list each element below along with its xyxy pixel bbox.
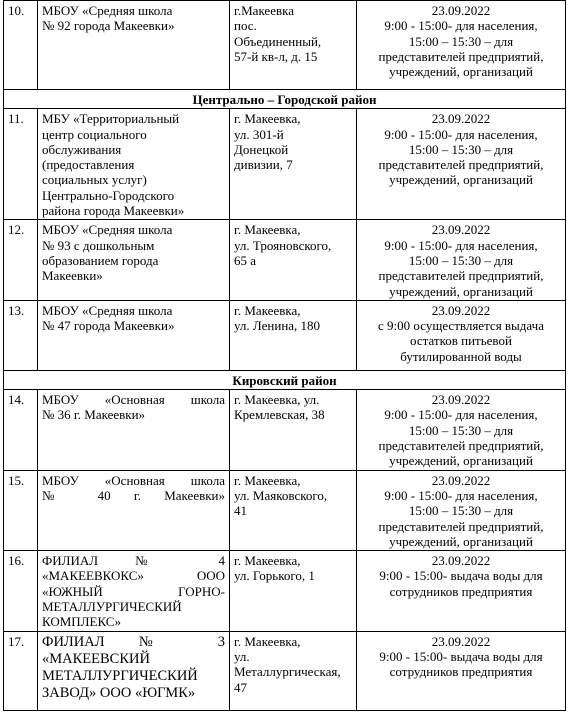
organization-cell — [38, 470, 230, 550]
organization-name-line: МЕТАЛЛУРГИЧЕСКИЙ — [42, 599, 182, 615]
schedule-line: с 9:00 осуществляется выдача — [378, 318, 544, 334]
address-cell — [230, 470, 357, 550]
organization-name-line: образованием города — [42, 252, 159, 268]
schedule-line: остатков питьевой — [410, 333, 512, 349]
row-number: 16. — [4, 551, 38, 631]
address-line: 41 — [234, 503, 247, 519]
organization-name-line: обслуживания — [42, 141, 122, 157]
schedule-line: 23.09.2022 — [431, 111, 491, 127]
schedule-cell — [357, 109, 566, 220]
address-cell — [230, 631, 357, 710]
organization-name-line: МБОУ «Основная школа — [42, 392, 225, 408]
address-cell — [230, 1, 357, 90]
organization-name-line: центр социального — [42, 126, 147, 142]
schedule-line: учреждений, организаций — [389, 64, 533, 80]
address-line: пос. — [234, 18, 257, 34]
schedule-line: 23.09.2022 — [431, 392, 491, 408]
schedule-line: 23.09.2022 — [431, 302, 491, 318]
schedule-line: 15:00 – 15:30 – для — [408, 422, 514, 438]
section-header-row — [4, 370, 566, 389]
row-number: 12. — [4, 220, 38, 300]
organization-cell — [38, 1, 230, 90]
organization-name-line: МЕТАЛЛУРГИЧЕСКИЙ — [42, 667, 198, 684]
schedule-cell — [357, 631, 566, 710]
address-line: ул. Трояновского, — [234, 237, 332, 253]
schedule-line: 9:00 - 15:00- для населения, — [384, 237, 538, 253]
address-line: ул. Горького, 1 — [234, 568, 315, 584]
organization-cell — [38, 631, 230, 710]
schedule-line: учреждений, организаций — [389, 453, 533, 469]
row-number: 11. — [4, 109, 38, 220]
address-line: Кремлевская, 38 — [234, 407, 325, 423]
distribution-points-table — [3, 0, 566, 711]
schedule-line: учреждений, организаций — [389, 533, 533, 549]
organization-name-line: МБОУ «Средняя школа — [42, 302, 173, 318]
organization-name-line: КОМПЛЕКС» — [42, 614, 121, 630]
schedule-cell — [357, 551, 566, 631]
schedule-line: 15:00 – 15:30 – для — [408, 33, 514, 49]
address-line: г. Макеевка, — [234, 553, 301, 569]
address-line: ул. 301-й — [234, 126, 284, 142]
address-line: дивизии, 7 — [234, 157, 293, 173]
address-cell — [230, 551, 357, 631]
address-line: Донецкой — [234, 141, 289, 157]
address-line: г. Макеевка, — [234, 111, 301, 127]
address-line: г.Макеевка — [234, 3, 295, 18]
schedule-line: 9:00 - 15:00- для населения, — [384, 407, 538, 423]
row-number: 13. — [4, 300, 38, 370]
address-line: Металлургическая, — [234, 664, 341, 680]
address-line: г. Макеевка, — [234, 302, 301, 318]
organization-name-line: МБОУ «Средняя школа — [42, 222, 173, 238]
schedule-line: сотрудников предприятия — [389, 583, 533, 599]
address-cell — [230, 390, 357, 470]
table-row — [4, 551, 566, 631]
address-line: г. Макеевка, — [234, 472, 301, 488]
row-number: 14. — [4, 390, 38, 470]
organization-name-line: «МАКЕЕВКОКС» ООО — [42, 568, 225, 584]
organization-name-line: № 47 города Макеевки» — [42, 318, 175, 334]
schedule-line: учреждений, организаций — [389, 283, 533, 299]
organization-name-line: Макеевки» — [42, 268, 103, 284]
address-line: 47 — [234, 679, 247, 695]
schedule-line: 15:00 – 15:30 – для — [408, 252, 514, 268]
organization-cell — [38, 551, 230, 631]
schedule-line: 15:00 – 15:30 – для — [408, 503, 514, 519]
schedule-cell — [357, 1, 566, 90]
schedule-line: 9:00 - 15:00- для населения, — [384, 126, 538, 142]
table-row — [4, 631, 566, 710]
address-line: г. Макеевка, — [234, 633, 301, 649]
address-cell — [230, 220, 357, 300]
schedule-line: представителей предприятий, — [378, 438, 544, 454]
organization-name-line: № 40 г. Макеевки» — [42, 487, 225, 503]
organization-name-line: МБОУ «Основная школа — [42, 472, 225, 488]
schedule-line: представителей предприятий, — [378, 48, 544, 64]
address-line: ул. — [234, 648, 250, 664]
address-cell — [230, 109, 357, 220]
schedule-line: 23.09.2022 — [431, 633, 491, 649]
schedule-line: учреждений, организаций — [389, 172, 533, 188]
organization-name-line: МБОУ «Средняя школа — [42, 3, 173, 18]
row-number: 10. — [4, 1, 38, 90]
organization-cell — [38, 220, 230, 300]
organization-name-line: (предоставления — [42, 157, 135, 173]
address-line: ул. Маяковского, — [234, 487, 328, 503]
organization-name-line: Центрально-Городского — [42, 187, 175, 203]
address-line: г. Макеевка, ул. — [234, 392, 320, 408]
schedule-line: 15:00 – 15:30 – для — [408, 141, 514, 157]
row-number: 17. — [4, 631, 38, 710]
schedule-line: 23.09.2022 — [431, 472, 491, 488]
address-cell — [230, 300, 357, 370]
organization-name-line: «МАКЕЕВСКИЙ — [42, 650, 150, 667]
schedule-line: представителей предприятий, — [378, 518, 544, 534]
organization-cell — [38, 109, 230, 220]
table-row — [4, 220, 566, 300]
address-line: 57-й кв-л, д. 15 — [234, 48, 318, 64]
schedule-line: 23.09.2022 — [431, 3, 491, 18]
organization-name-line: ФИЛИАЛ № 3 — [42, 633, 225, 650]
section-title: Центрально – Городской район — [4, 90, 566, 109]
address-line: ул. Ленина, 180 — [234, 318, 321, 334]
organization-name-line: № 36 г. Макеевки» — [42, 407, 146, 423]
organization-cell — [38, 390, 230, 470]
organization-name-line: «ЮЖНЫЙ ГОРНО- — [42, 583, 225, 599]
address-line: Объединенный, — [234, 33, 322, 49]
schedule-line: 9:00 - 15:00- выдача воды для — [379, 648, 543, 664]
address-line: 65 а — [234, 252, 257, 268]
organization-name-line: № 93 с дошкольным — [42, 237, 155, 253]
schedule-line: представителей предприятий, — [378, 268, 544, 284]
row-number: 15. — [4, 470, 38, 550]
organization-name-line: района города Макеевки» — [42, 203, 185, 219]
schedule-line: 9:00 - 15:00- для населения, — [384, 18, 538, 34]
table-row — [4, 1, 566, 90]
table-body — [4, 1, 566, 711]
organization-name-line: ЗАВОД» ООО «ЮГМК» — [42, 684, 196, 701]
schedule-line: сотрудников предприятия — [389, 664, 533, 680]
schedule-cell — [357, 220, 566, 300]
schedule-line: 23.09.2022 — [431, 553, 491, 569]
organization-cell — [38, 300, 230, 370]
table-row — [4, 109, 566, 220]
section-title: Кировский район — [4, 370, 566, 389]
schedule-line: бутилированной воды — [400, 348, 522, 364]
schedule-line: 9:00 - 15:00- выдача воды для — [379, 568, 543, 584]
schedule-cell — [357, 390, 566, 470]
organization-name-line: социальных услуг) — [42, 172, 147, 188]
table-row — [4, 390, 566, 470]
table-row — [4, 470, 566, 550]
organization-name-line: № 92 города Макеевки» — [42, 18, 175, 34]
schedule-line: представителей предприятий, — [378, 157, 544, 173]
organization-name-line: МБУ «Территориальный — [42, 111, 180, 127]
schedule-line: 9:00 - 15:00- для населения, — [384, 487, 538, 503]
address-line: г. Макеевка, — [234, 222, 301, 238]
section-header-row — [4, 90, 566, 109]
schedule-cell — [357, 470, 566, 550]
schedule-cell — [357, 300, 566, 370]
table-row — [4, 300, 566, 370]
organization-name-line: ФИЛИАЛ № 4 — [42, 553, 225, 569]
schedule-line: 23.09.2022 — [431, 222, 491, 238]
